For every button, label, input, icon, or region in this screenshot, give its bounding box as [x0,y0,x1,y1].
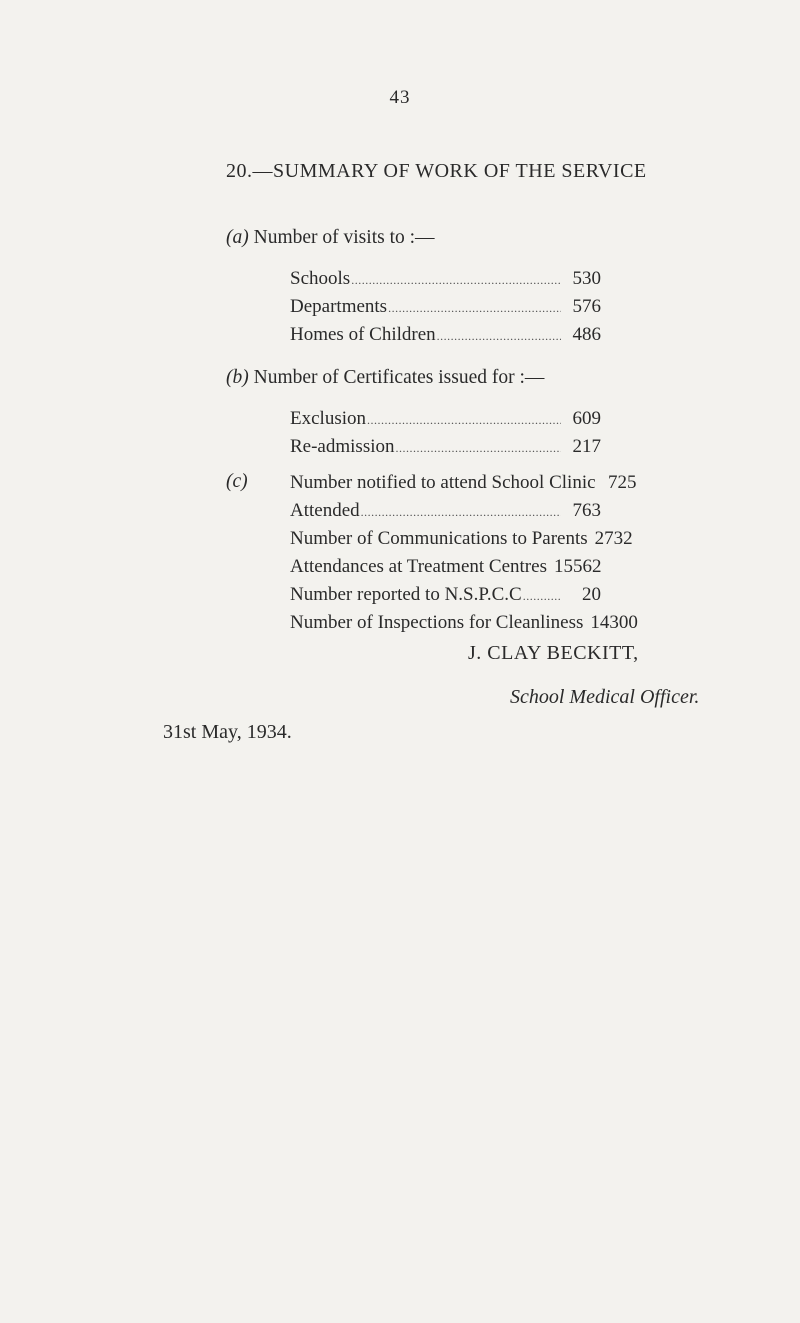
dot-leader [437,329,561,344]
dot-leader [367,413,561,428]
section-a-letter: (a) [226,227,249,248]
row-value: 14300 [590,612,638,633]
row-label: Number of Communications to Parents [290,528,588,549]
list-item-notified-clinic [290,472,637,498]
list-item-attended [290,500,601,526]
dot-leader [388,301,561,316]
row-label: Number notified to attend School Clinic [290,472,596,493]
row-value: 15562 [553,556,602,577]
section-a-heading [226,227,435,249]
row-value: 725 [608,472,637,493]
list-item-departments [290,296,601,322]
row-label: Departments [290,296,388,317]
row-value: 530 [572,268,601,289]
row-value: 217 [572,436,601,457]
section-b-heading [226,367,544,389]
row-value: 609 [572,408,601,429]
list-item-re-admission [290,436,601,462]
section-c-letter: (c) [226,471,248,492]
list-item-communications [290,528,633,554]
section-b-letter: (b) [226,367,249,388]
row-label: Attended [290,500,360,521]
row-value: 2732 [594,528,633,549]
row-label: Schools [290,268,351,289]
list-item-inspections [290,612,638,638]
row-label: Homes of Children [290,324,436,345]
row-label: Number reported to N.S.P.C.C [290,584,522,605]
list-item-exclusion [290,408,601,434]
dot-leader [361,505,561,520]
row-value: 20 [582,584,601,605]
section-a-heading-text: Number of visits to :— [253,227,435,248]
list-item-schools [290,268,601,294]
list-item-homes-of-children [290,324,601,350]
row-value: 763 [572,500,601,521]
list-item-nspcc [290,584,601,610]
page-number: 43 [389,87,411,108]
list-item-attendances [290,556,601,582]
signature-title: School Medical Officer. [510,686,700,708]
section-b-heading-text: Number of Certificates issued for :— [253,367,545,388]
dot-leader [351,273,561,288]
document-date: 31st May, 1934. [163,721,292,743]
row-value: 576 [572,296,601,317]
signature-name: J. CLAY BECKITT, [468,642,639,664]
row-label: Number of Inspections for Cleanliness [290,612,584,633]
dot-leader [396,441,562,456]
section-title: 20.—SUMMARY OF WORK OF THE SERVICE [226,160,647,182]
row-value: 486 [572,324,601,345]
row-label: Attendances at Treatment Centres [290,556,547,577]
row-label: Exclusion [290,408,366,429]
row-label: Re-admission [290,436,395,457]
dot-leader [523,589,561,604]
